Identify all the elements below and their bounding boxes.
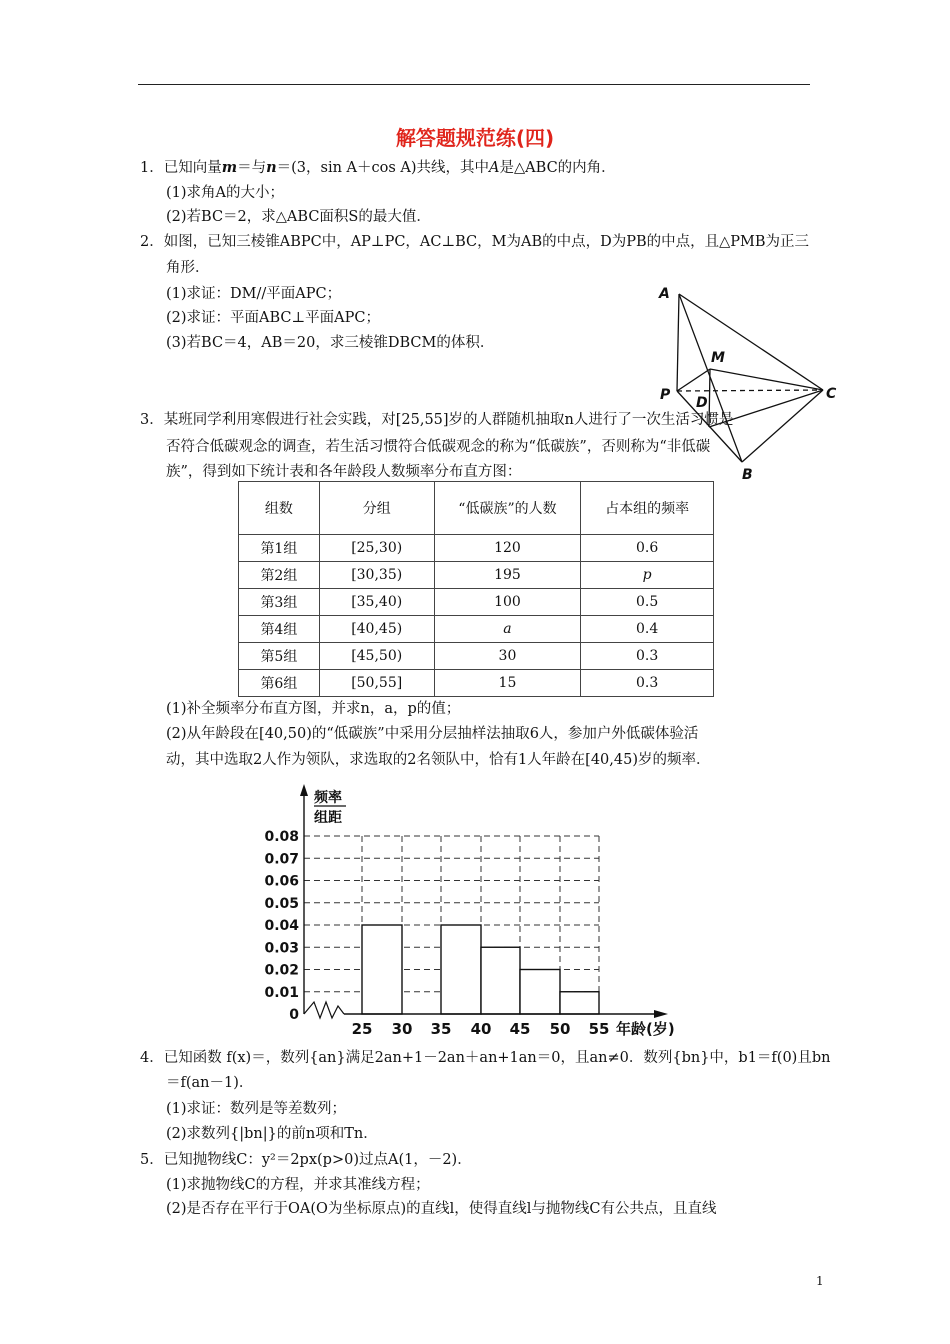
table-row [239,589,714,616]
table-header-cell: 分组 [319,482,434,535]
x-tick-label: 25 [351,1020,373,1038]
edge-pm [677,369,710,391]
q1-stem [140,158,616,178]
edge-ap [677,294,679,391]
q4-stem-line1: 4．已知函数 f(x)＝，数列{an}满足2an+1－2an＋an+1an＝0，且an≠0．数列{bn}中，b1＝f(0)且bn [140,1050,831,1066]
q5-part2: (2)是否存在平行于OA(O为坐标原点)的直线l，使得直线l与抛物线C有公共点，且直线 [166,1201,717,1217]
table-cell: 第3组 [239,589,320,616]
table-row [239,535,714,562]
table-cell: p [581,562,714,589]
q1-part1: (1)求角A的大小； [166,185,285,201]
table-row [239,616,714,643]
header-rule [138,84,810,85]
page-title: 解答题规范练(四) [395,126,555,150]
histogram-bar [560,992,599,1014]
table-header-row [239,482,714,535]
x-axis-arrow [654,1010,668,1018]
table-cell: 0.4 [581,616,714,643]
q3-part2-line1: (2)从年龄段在[40,50)的“低碳族”中采用分层抽样法抽取6人，参加户外低碳体验活 [166,726,699,742]
x-tick-label: 45 [509,1020,531,1038]
table-row [239,670,714,697]
edge-pc-hidden [677,390,823,391]
label-a: A [659,286,670,302]
y-tick-label: 0.08 [264,829,299,845]
edge-mc [710,369,823,390]
table-cell: 195 [434,562,581,589]
x-tick-label: 50 [549,1020,571,1038]
y-tick-label: 0.03 [264,940,299,957]
table-cell: 30 [434,643,581,670]
table-cell: 15 [434,670,581,697]
table-cell: [40,45) [319,616,434,643]
table-header-cell: 占本组的频率 [581,482,714,535]
q3-part2-line2: 动，其中选取2人作为领队，求选取的2名领队中，恰有1人年龄在[40,45)岁的频率． [166,752,711,768]
q2-stem-line1: 2．如图，已知三棱锥ABPC中，AP⊥PC，AC⊥BC，M为AB的中点，D为PB的中点，且△PMB为正三 [140,234,810,250]
q4-part1: (1)求证：数列是等差数列； [166,1101,347,1117]
histogram-bar [481,947,520,1014]
table-cell: 0.6 [581,535,714,562]
y-axis-label-bottom: 组距 [314,810,342,826]
q3-part1: (1)补全频率分布直方图，并求n，a，p的值； [166,701,461,717]
q3-stem-line3: 族”，得到如下统计表和各年龄段人数频率分布直方图： [166,464,522,480]
histogram-bar [520,970,560,1015]
table-cell: 第2组 [239,562,320,589]
y-axis-arrow [300,784,308,796]
x-tick-label: 40 [470,1020,492,1038]
label-d: D [696,395,708,411]
q4-stem-line2: ＝f(an－1)． [166,1075,254,1091]
y-tick-label: 0.06 [264,873,299,890]
page-number: 1 [816,1274,824,1288]
table-cell: a [434,616,581,643]
origin-label: 0 [289,1007,299,1023]
histogram-bar [362,925,402,1014]
q1-stem-b: ＝与 [237,160,267,176]
q1-vector-m: m [221,159,238,176]
frequency-histogram [250,776,710,1038]
x-axis-label: 年龄(岁) [616,1020,675,1038]
x-tick-label: 55 [588,1020,610,1038]
table-cell: [45,50) [319,643,434,670]
q2-stem-line2: 角形． [166,260,210,276]
q1-var-a: A [489,160,500,176]
table-cell: 0.3 [581,670,714,697]
table-header-cell: “低碳族”的人数 [434,482,581,535]
table-row [239,643,714,670]
q2-part2: (2)求证：平面ABC⊥平面APC； [166,310,380,326]
axis-break [304,1002,344,1018]
q2-part3: (3)若BC＝4，AB＝20，求三棱锥DBCM的体积． [166,335,495,351]
q1-part2: (2)若BC＝2，求△ABC面积S的最大值． [166,209,431,225]
label-c: C [826,386,837,402]
x-tick-label: 35 [430,1020,452,1038]
label-p: P [660,387,671,403]
table-cell: 120 [434,535,581,562]
q5-stem: 5．已知抛物线C：y²＝2px(p>0)过点A(1，－2)． [140,1152,472,1168]
table-row [239,562,714,589]
table-cell: [50,55] [319,670,434,697]
q3-stem-line1: 3．某班同学利用寒假进行社会实践，对[25,55]岁的人群随机抽取n人进行了一次生活习惯是 [140,412,734,428]
table-cell: [30,35) [319,562,434,589]
q1-stem-a: 1．已知向量 [140,160,222,176]
table-cell: 0.5 [581,589,714,616]
table-cell: 0.3 [581,643,714,670]
table-cell: 第1组 [239,535,320,562]
q1-stem-c: ＝(3，sin A＋cos A)共线，其中 [276,160,490,176]
y-tick-label: 0.05 [264,895,299,912]
stats-table [238,481,714,697]
table-header-cell: 组数 [239,482,320,535]
table-cell: 第5组 [239,643,320,670]
y-tick-label: 0.02 [264,962,299,979]
table-cell: 第4组 [239,616,320,643]
x-tick-label: 30 [391,1020,413,1038]
histogram-bar [441,925,481,1014]
q3-stem-line2: 否符合低碳观念的调查，若生活习惯符合低碳观念的称为“低碳族”，否则称为“非低碳 [166,439,711,455]
y-tick-label: 0.07 [264,851,299,868]
edge-cb [742,390,823,462]
label-m: M [711,350,725,366]
table-cell: [35,40) [319,589,434,616]
q5-part1: (1)求抛物线C的方程，并求其准线方程； [166,1177,430,1193]
label-b: B [742,467,753,483]
table-cell: 第6组 [239,670,320,697]
y-tick-label: 0.01 [264,984,299,1001]
y-tick-label: 0.04 [264,918,299,934]
q1-stem-d: 是△ABC的内角． [499,160,616,176]
table-cell: [25,30) [319,535,434,562]
q4-part2: (2)求数列{|bn|}的前n项和Tn． [166,1126,378,1142]
q2-part1: (1)求证：DM//平面APC； [166,286,342,302]
table-cell: 100 [434,589,581,616]
y-axis-label-top: 频率 [314,790,342,806]
q1-vector-n: n [266,159,277,176]
